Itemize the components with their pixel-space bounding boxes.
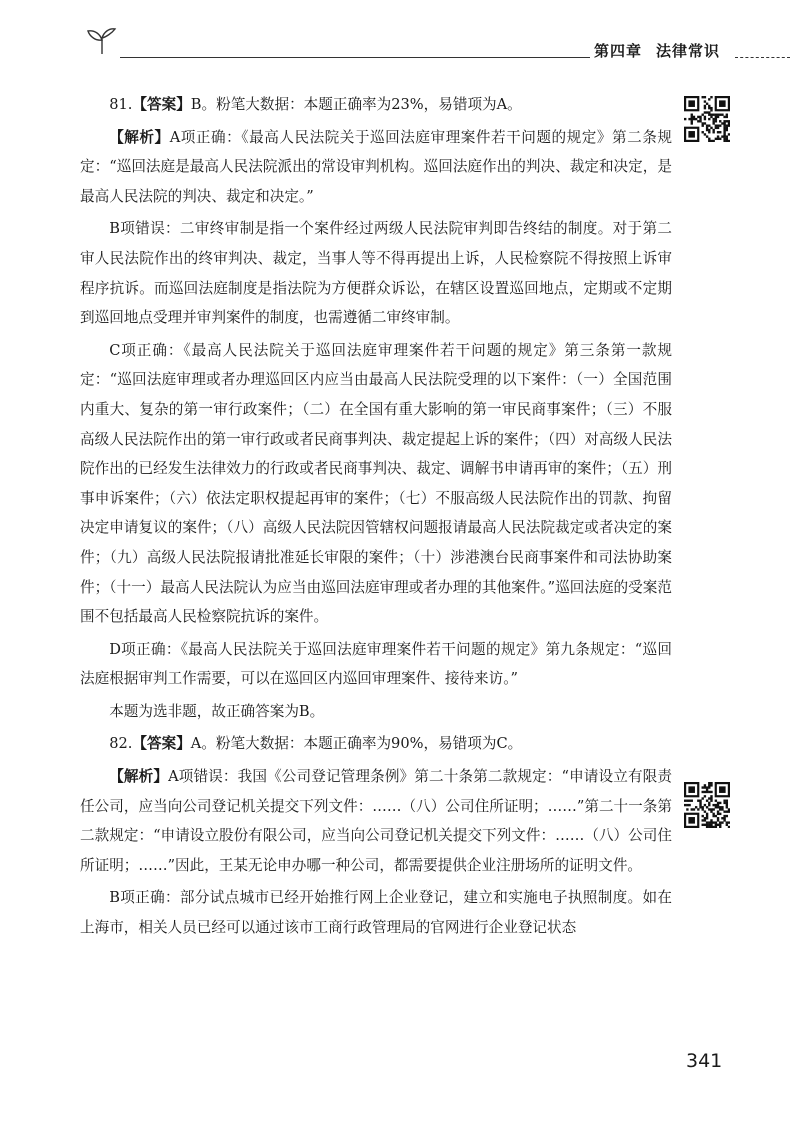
paragraph-q82-b (80, 883, 672, 942)
paragraph-q81-d (80, 635, 672, 694)
header-rule-right (735, 57, 790, 58)
section-tag: 【答案】 (132, 735, 191, 753)
running-header (0, 0, 800, 70)
section-tag: 【答案】 (132, 96, 191, 113)
paragraph-text: B项正确：部分试点城市已经开始推行网上企业登记，建立和实施电子执照制度。如在上海市，相关人员已经可以通过该市工商行政管理局的官网进行企业登记状态 (80, 889, 672, 937)
paragraph-q81-jiexi (80, 123, 672, 212)
section-tag: 【解析】 (109, 128, 170, 146)
paragraph-q82 (80, 729, 672, 759)
question-number: 81. (109, 96, 133, 113)
paragraph-q81-c (80, 336, 672, 632)
paragraph-q81-end (80, 697, 672, 727)
paragraph-text: C项正确：《最高人民法院关于巡回法庭审理案件若干问题的规定》第三条第一款规定：“巡回法庭审理或者办理巡回区内应当由最高人民法院受理的以下案件：（一）全国范围内重大、复杂的第一审行政案件；（二）在全国有重大影响的第一审民商事案件；（三）不服高级人民法院作出的第一审行政或者民商事判决、裁定提起上诉的案件；（四）对高级人民法院作出的已经发生法律效力的行政或者民商事判决、裁定、调解书申请再审的案件；（五）刑事申诉案件；（六）依法定职权提起再审的案件；（七）不服高级人民法院作出的罚款、拘留决定申请复议的案件；（八）高级人民法院因管辖权问题报请最高人民法院裁定或者决定的案件；（九）高级人民法院报请批准延长审限的案件；（十）涉港澳台民商事案件和司法协助案件；（十一）最高人民法院认为应当由巡回法庭审理或者办理的其他案件。”巡回法庭的受案范围不包括最高人民检察院抗诉的案件。 (80, 341, 672, 626)
paragraph-text: A项错误：我国《公司登记管理条例》第二十条第二款规定：“申请设立有限责任公司，应当向公司登记机关提交下列文件：……（八）公司住所证明；……”第二十一条第二款规定：“申请设立股份有限公司，应当向公司登记机关提交下列文件：……（八）公司住所证明；……”因此，王某无论申办哪一种公司，都需要提供企业注册场所的证明文件。 (80, 768, 672, 874)
leaf-icon (85, 28, 119, 56)
paragraph-text: A。粉笔大数据：本题正确率为90%，易错项为C。 (190, 735, 523, 753)
paragraph-text: B项错误：二审终审制是指一个案件经过两级人民法院审判即告终结的制度。对于第二审人民法院作出的终审判决、裁定，当事人等不得再提出上诉，人民检察院不得按照上诉审程序抗诉。而巡回法庭制度是指法院为方便群众诉讼，在辖区设置巡回地点，定期或不定期到巡回地点受理并审判案件的制度，也需遵循二审终审制。 (80, 220, 672, 327)
header-rule (120, 57, 590, 58)
chapter-title (594, 40, 720, 61)
section-tag: 【解析】 (109, 768, 169, 786)
chapter-name: 法律常识 (656, 42, 721, 60)
paragraph-q81 (80, 90, 672, 120)
page-number: 341 (686, 1050, 723, 1072)
paragraph-q82-jiexi (80, 762, 672, 880)
paragraph-q81-b (80, 214, 672, 332)
paragraph-text: B。粉笔大数据：本题正确率为23%，易错项为A。 (190, 96, 522, 113)
question-number: 82. (109, 735, 133, 753)
qr-code-icon[interactable] (684, 96, 730, 142)
qr-code-icon[interactable] (684, 782, 730, 828)
paragraph-text: D项正确：《最高人民法院关于巡回法庭审理案件若干问题的规定》第九条规定：“巡回法庭根据审判工作需要，可以在巡回区内巡回审理案件、接待来访。” (80, 640, 672, 688)
paragraph-text: A项正确：《最高人民法院关于巡回法庭审理案件若干问题的规定》第二条规定：“巡回法庭是最高人民法院派出的常设审判机构。巡回法庭作出的判决、裁定和决定，是最高人民法院的判决、裁定和决定。” (80, 128, 672, 205)
chapter-number: 第四章 (594, 42, 643, 60)
page-body (80, 90, 672, 943)
paragraph-text: 本题为选非题，故正确答案为B。 (109, 702, 325, 720)
